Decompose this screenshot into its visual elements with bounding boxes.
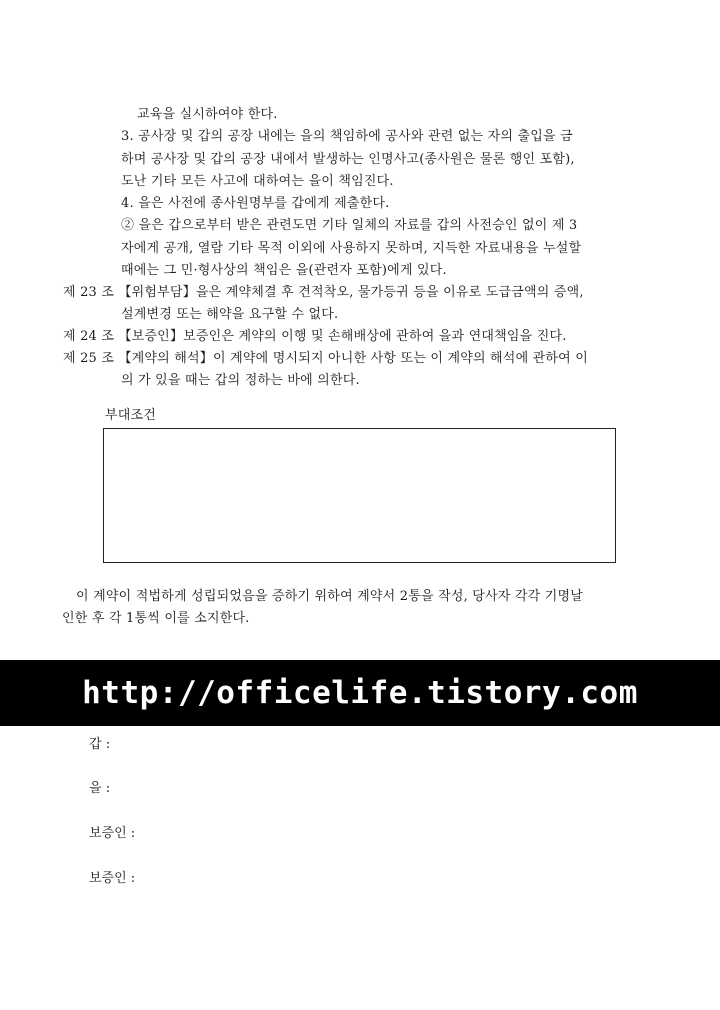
- closing-line: 이 계약이 적법하게 성립되었음을 증하기 위하여 계약서 2통을 작성, 당사자 각각 기명날: [76, 589, 583, 604]
- watermark-banner: [0, 660, 720, 726]
- signature-guarantor-2: 보증인 :: [89, 871, 136, 886]
- special-terms-label: 부대조건: [105, 408, 157, 423]
- article-text: 【계약의 해석】이 계약에 명시되지 아니한 사항 또는 이 계약의 해석에 관하여 이: [118, 351, 589, 366]
- closing-line: 인한 후 각 1통씩 이를 소지한다.: [62, 611, 250, 626]
- signature-party-a: 갑 :: [89, 737, 111, 752]
- article-25: [63, 350, 588, 368]
- article-24: [63, 328, 567, 346]
- article-text: 【보증인】보증인은 계약의 이행 및 손해배상에 관하여 을과 연대책임을 진다.: [118, 329, 567, 344]
- clause-line: 때에는 그 민·형사상의 책임은 을(관련자 포함)에게 있다.: [121, 263, 447, 278]
- clause-line: 자에게 공개, 열람 기타 목적 이외에 사용하지 못하며, 지득한 자료내용을 누설할: [121, 241, 582, 256]
- article-number: 제 24 조: [63, 329, 115, 344]
- watermark-url: http://officelife.tistory.com: [82, 675, 638, 711]
- clause-line: 3. 공사장 및 갑의 공장 내에는 을의 책임하에 공사와 관련 없는 자의 출입을 금: [121, 129, 573, 144]
- article-continuation: 설계변경 또는 해약을 요구할 수 없다.: [121, 307, 339, 322]
- clause-line: ② 을은 갑으로부터 받은 관련도면 기타 일체의 자료를 갑의 사전승인 없이 제 3: [121, 218, 578, 233]
- article-number: 제 23 조: [63, 285, 115, 300]
- article-number: 제 25 조: [63, 351, 115, 366]
- signature-party-b: 을 :: [89, 781, 111, 796]
- article-continuation: 의 가 있을 때는 갑의 정하는 바에 의한다.: [121, 373, 360, 388]
- clause-line: 도난 기타 모든 사고에 대하여는 을이 책임진다.: [121, 174, 394, 189]
- clause-line: 하며 공사장 및 갑의 공장 내에서 발생하는 인명사고(종사원은 물론 행인 포함),: [121, 152, 575, 167]
- signature-guarantor-1: 보증인 :: [89, 826, 136, 841]
- clause-line: 교육을 실시하여야 한다.: [137, 107, 278, 122]
- special-terms-box: [103, 428, 616, 563]
- article-text: 【위험부담】을은 계약체결 후 견적착오, 물가등귀 등을 이유로 도급금액의 증액,: [118, 285, 584, 300]
- clause-line: 4. 을은 사전에 종사원명부를 갑에게 제출한다.: [121, 196, 390, 211]
- article-23: [63, 284, 584, 302]
